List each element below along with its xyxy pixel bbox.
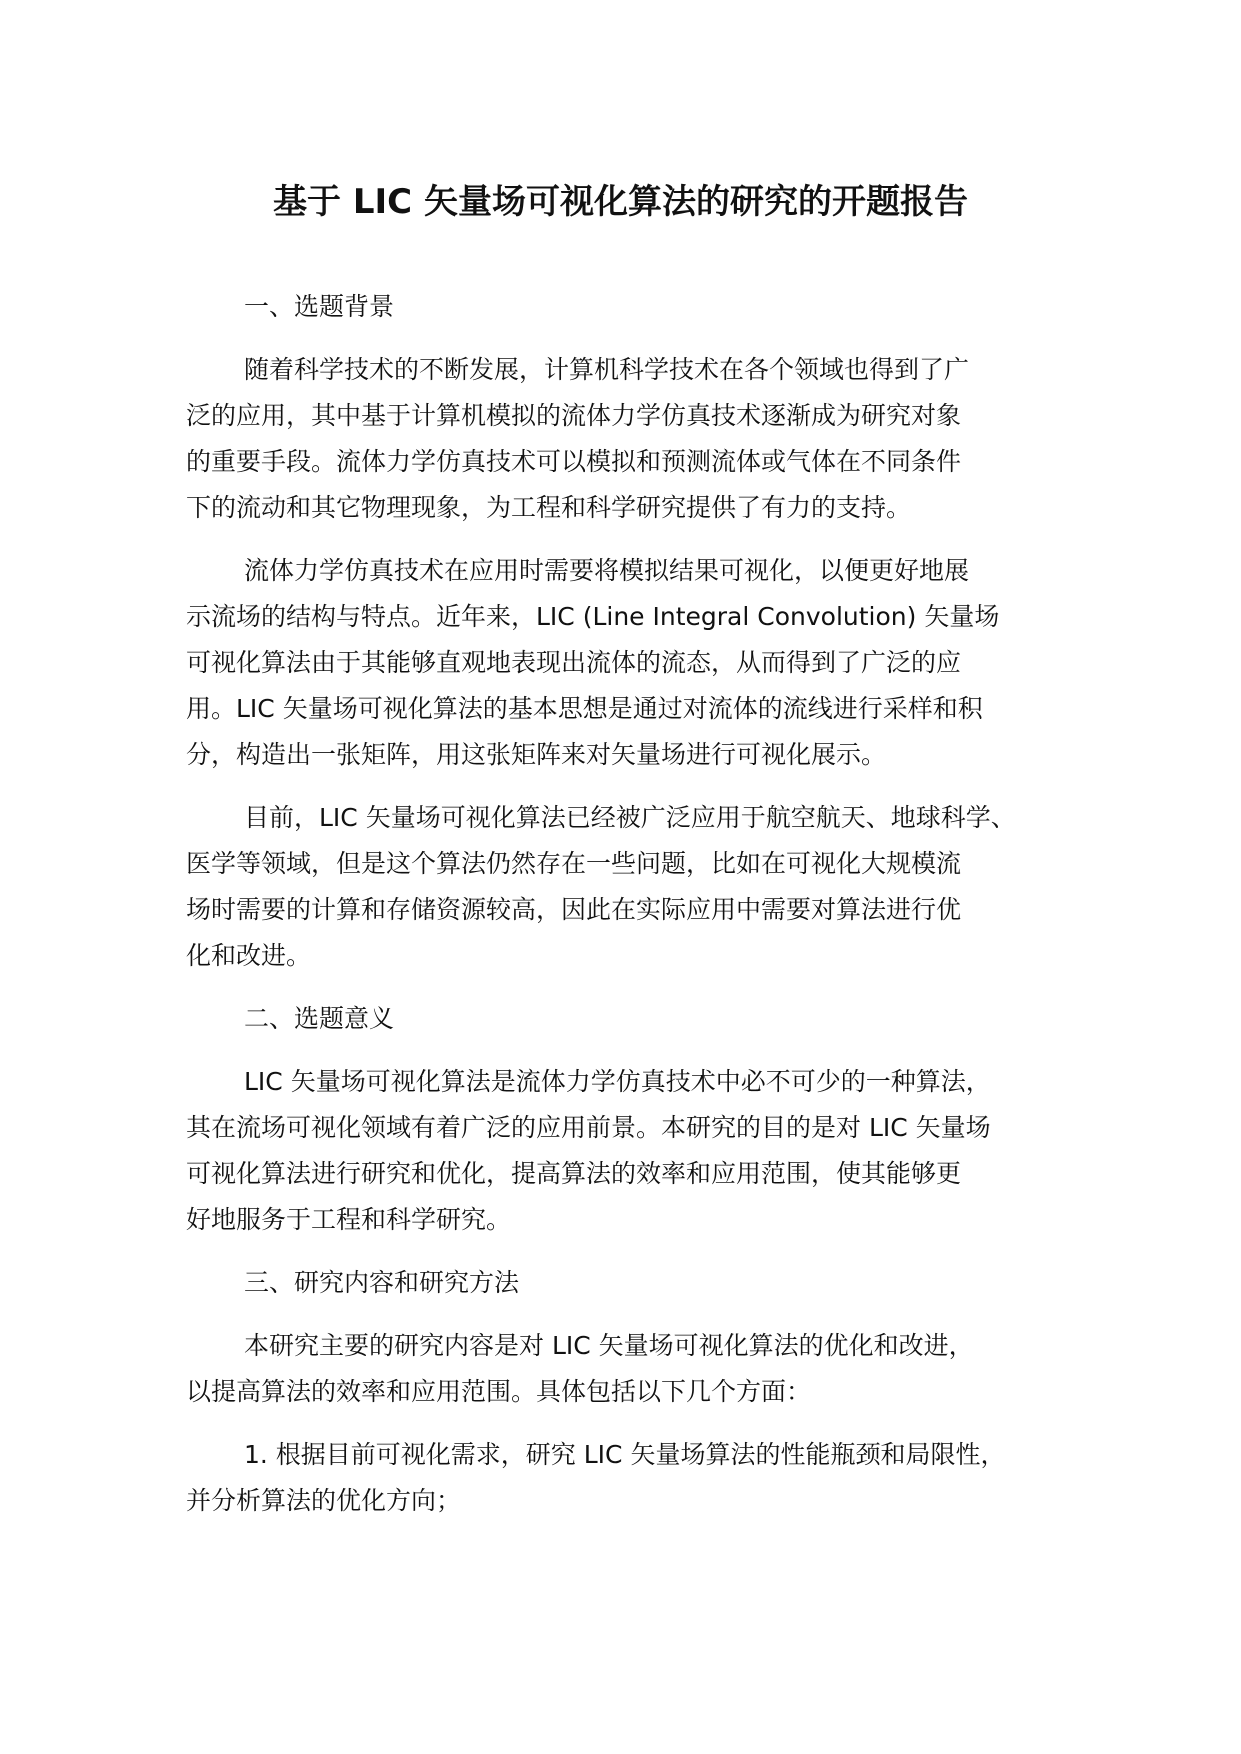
section-heading: 一、选题背景 xyxy=(244,292,395,321)
paragraph-line: 用。LIC 矢量场可视化算法的基本思想是通过对流体的流线进行采样和积 xyxy=(186,694,983,723)
paragraph-line: 场时需要的计算和存储资源较高，因此在实际应用中需要对算法进行优 xyxy=(186,895,962,924)
paragraph-line: 可视化算法由于其能够直观地表现出流体的流态，从而得到了广泛的应 xyxy=(186,648,962,677)
paragraph-line: 可视化算法进行研究和优化，提高算法的效率和应用范围，使其能够更 xyxy=(186,1159,962,1188)
paragraph-gap xyxy=(186,330,1076,347)
section-heading: 二、选题意义 xyxy=(244,1004,395,1033)
paragraph-line: 本研究主要的研究内容是对 LIC 矢量场可视化算法的优化和改进， xyxy=(244,1331,974,1360)
paragraph-gap xyxy=(186,531,1076,548)
paragraph-line: 示流场的结构与特点。近年来，LIC (Line Integral Convolution) 矢量场 xyxy=(186,602,1000,631)
paragraph-gap xyxy=(186,1243,1076,1260)
paragraph-line: 化和改进。 xyxy=(186,941,312,970)
paragraph-line: 下的流动和其它物理现象，为工程和科学研究提供了有力的支持。 xyxy=(186,493,912,522)
paragraph-line: 泛的应用，其中基于计算机模拟的流体力学仿真技术逐渐成为研究对象 xyxy=(186,401,962,430)
paragraph-line: 并分析算法的优化方向； xyxy=(186,1486,462,1515)
paragraph-line: 目前，LIC 矢量场可视化算法已经被广泛应用于航空航天、地球科学、 xyxy=(244,803,1016,832)
document-title: 基于 LIC 矢量场可视化算法的研究的开题报告 xyxy=(273,182,968,222)
paragraph-line: 分，构造出一张矩阵，用这张矩阵来对矢量场进行可视化展示。 xyxy=(186,740,887,769)
paragraph-line: 以提高算法的效率和应用范围。具体包括以下几个方面： xyxy=(186,1377,812,1406)
paragraph-gap xyxy=(186,1415,1076,1432)
paragraph-line: 流体力学仿真技术在应用时需要将模拟结果可视化，以便更好地展 xyxy=(244,556,970,585)
paragraph-gap xyxy=(186,1042,1076,1059)
paragraph-gap xyxy=(186,778,1076,795)
paragraph-gap xyxy=(186,1306,1076,1323)
paragraph-line: 其在流场可视化领域有着广泛的应用前景。本研究的目的是对 LIC 矢量场 xyxy=(186,1113,991,1142)
section-heading: 三、研究内容和研究方法 xyxy=(244,1268,520,1297)
paragraph-line: LIC 矢量场可视化算法是流体力学仿真技术中必不可少的一种算法， xyxy=(244,1067,991,1096)
paragraph-line: 医学等领域，但是这个算法仍然存在一些问题，比如在可视化大规模流 xyxy=(186,849,962,878)
paragraph-line: 1. 根据目前可视化需求，研究 LIC 矢量场算法的性能瓶颈和局限性， xyxy=(244,1440,1006,1469)
document-body xyxy=(186,284,1076,1524)
paragraph-line: 的重要手段。流体力学仿真技术可以模拟和预测流体或气体在不同条件 xyxy=(186,447,962,476)
paragraph-line: 随着科学技术的不断发展，计算机科学技术在各个领域也得到了广 xyxy=(244,355,970,384)
paragraph-gap xyxy=(186,979,1076,996)
paragraph-line: 好地服务于工程和科学研究。 xyxy=(186,1205,512,1234)
